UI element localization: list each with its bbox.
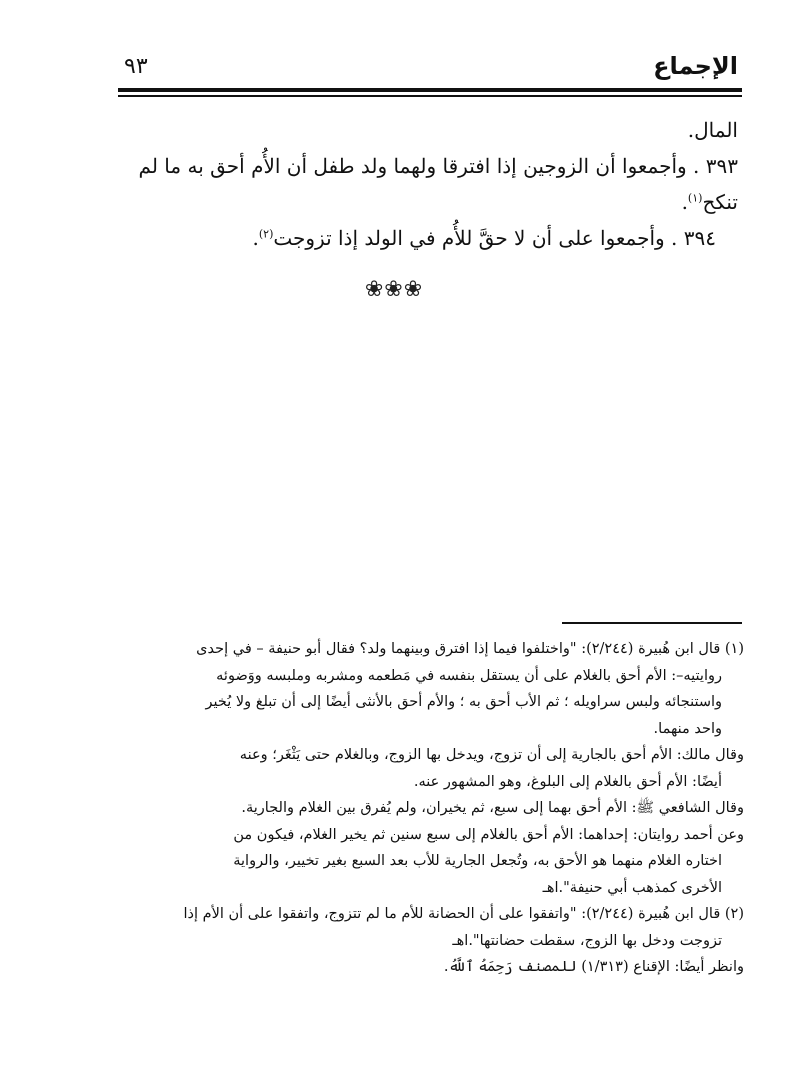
main-text	[120, 112, 738, 256]
footnote-ref-1[interactable]: (١)	[687, 191, 703, 205]
paragraph-text: المال.	[687, 118, 738, 142]
paragraph-393-line-2	[120, 184, 738, 220]
paragraph-393-line-1: ٣٩٣ . وأجمعوا أن الزوجين إذا افترقا ولهما ولد طفل أن الأُم أحق به ما لم	[138, 154, 738, 178]
paragraph-393	[120, 148, 738, 220]
section-ornament: ❀❀❀	[364, 277, 424, 302]
header-rule-thick	[118, 88, 742, 92]
footnote-ref-2[interactable]: (٢)	[258, 227, 274, 241]
paragraph-text: ٣٩٤ . وأجمعوا على أن لا حقَّ للأُم في الولد إذا تزوجت	[273, 226, 716, 250]
running-header	[118, 50, 742, 90]
punctuation: .	[252, 226, 259, 250]
punctuation: .	[681, 190, 688, 214]
footnote-1-line: اختاره الغلام منهما هو الأحق به، وتُجعل الجارية للأب بعد السبع بغير تخيير، والرواية	[233, 853, 722, 869]
footnote-1-line: أيضًا: الأم أحق بالغلام إلى البلوغ، وهو المشهور عنه.	[413, 773, 722, 790]
footnote-1-line: واستنجائه ولبس سراويله ؛ ثم الأب أحق به ؛ والأم أحق بالأنثى أيضًا إلى أن تبلغ ولا يُخير	[205, 694, 722, 710]
paragraph-continuation	[120, 112, 738, 148]
footnote-1-line: (١) قال ابن هُبيرة (٢/٢٤٤): "واختلفوا فيما إذا افترق وبينهما ولد؟ فقال أبو حنيفة – في إحدى	[196, 641, 744, 657]
footnote-1-line: وقال الشافعي ﷺ: الأم أحق بهما إلى سبع، ثم يخيران، ولم يُفرق بين الغلام والجارية.	[241, 800, 744, 816]
footnote-2-line: (٢) قال ابن هُبيرة (٢/٢٤٤): "واتفقوا على أن الحضانة للأم ما لم تتزوج، واتفقوا على أن الأم إذا	[183, 906, 744, 922]
footnotes	[120, 636, 744, 981]
footnote-1-line: روايتيه–: الأم أحق بالغلام على أن يستقل بنفسه في مَطعمه ومشربه وملبسه ووَضوئه	[216, 667, 722, 684]
footnote-2-line: وانظر أيضًا: الإقناع (١/٣١٣) للمصنف رَحِمَهُ ٱللَّهُ.	[443, 959, 744, 975]
paragraph-text: تنكح	[702, 190, 738, 214]
page-number: ٩٣	[124, 54, 148, 79]
header-rule-thin	[118, 95, 742, 97]
footnote-separator	[562, 622, 742, 624]
footnote-1-line: وقال مالك: الأم أحق بالجارية إلى أن تزوج، ويدخل بها الزوج، وبالغلام حتى يَثْغَر؛ وعنه	[239, 747, 744, 763]
footnote-1-line: الأخرى كمذهب أبي حنيفة".اهـ	[542, 879, 722, 896]
header-title: الإجماع	[653, 52, 738, 80]
footnote-2-line: تزوجت ودخل بها الزوج، سقطت حضانتها".اهـ	[452, 932, 722, 949]
footnote-1-line: واحد منهما.	[653, 720, 722, 737]
paragraph-394	[120, 220, 738, 256]
footnote-1-line: وعن أحمد روايتان: إحداهما: الأم أحق بالغلام إلى سبع سنين ثم يخير الغلام، فيكون من	[233, 826, 744, 843]
